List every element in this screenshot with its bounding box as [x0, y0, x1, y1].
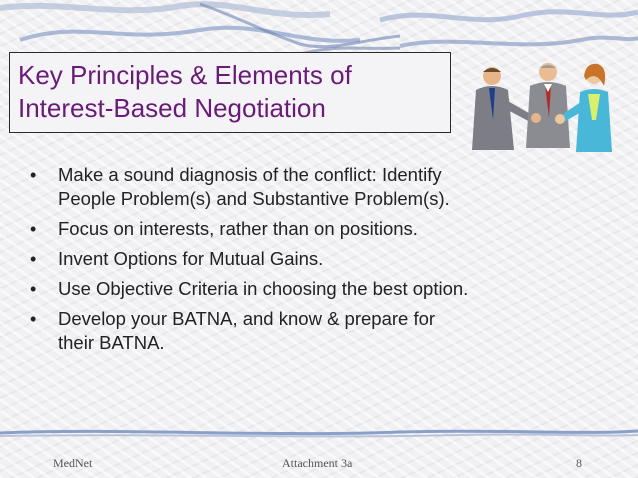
- footer-organization: MedNet: [53, 456, 93, 470]
- bullet-text-line: Invent Options for Mutual Gains.: [58, 248, 324, 269]
- bullet-item: [28, 247, 618, 271]
- bullet-item: [28, 217, 618, 241]
- bullet-item: [28, 277, 618, 301]
- handshake-people-clipart: [464, 60, 624, 152]
- slide-title-line-2: Interest-Based Negotiation: [18, 93, 326, 123]
- footer-page-number: 8: [576, 456, 582, 470]
- bullet-text-line: Make a sound diagnosis of the conflict: Identify: [58, 164, 442, 185]
- decorative-swoosh-top: [0, 0, 638, 60]
- bullet-item: [28, 307, 618, 355]
- bullet-glyph: •: [30, 165, 37, 185]
- bullet-glyph: •: [30, 219, 37, 239]
- bullet-glyph: •: [30, 309, 37, 329]
- bullet-item: [28, 163, 618, 211]
- bullet-glyph: •: [30, 279, 37, 299]
- bullet-glyph: •: [30, 249, 37, 269]
- title-box: [9, 52, 451, 133]
- bullet-text-line: Develop your BATNA, and know & prepare for: [58, 308, 436, 329]
- decorative-swoosh-bottom: [0, 424, 638, 442]
- bullet-text-line: Use Objective Criteria in choosing the best option.: [58, 278, 469, 299]
- bullet-text-line: People Problem(s) and Substantive Problem(s).: [58, 188, 450, 209]
- footer-attachment: Attachment 3a: [282, 456, 353, 470]
- bullet-list: [28, 163, 618, 361]
- slide-title-line-1: Key Principles & Elements of: [18, 60, 352, 90]
- bullet-text-line: their BATNA.: [58, 332, 165, 353]
- bullet-text-line: Focus on interests, rather than on positions.: [58, 218, 418, 239]
